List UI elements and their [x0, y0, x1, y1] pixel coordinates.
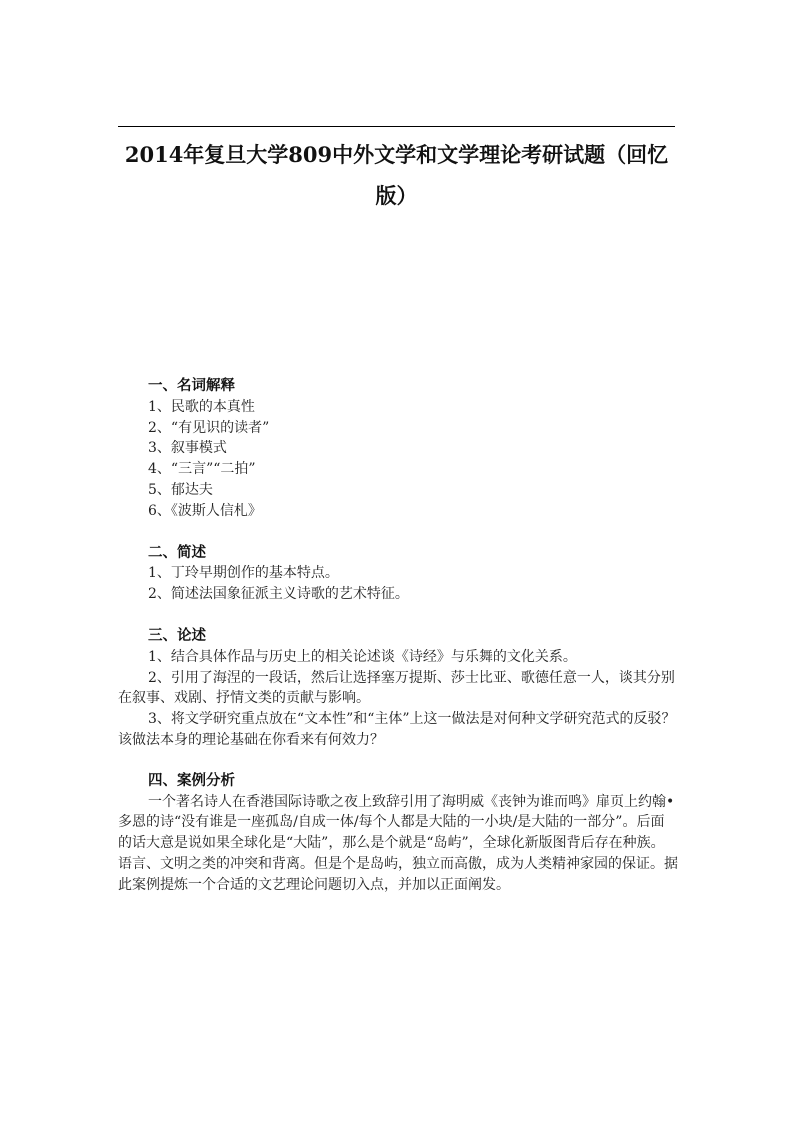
list-item: 1、丁玲早期创作的基本特点。: [148, 565, 339, 582]
header-rule: [118, 126, 675, 127]
spacer: [118, 522, 678, 543]
title-line-1: 2014年复旦大学809中外文学和文学理论考研试题（回忆: [124, 142, 669, 167]
list-item: 2、简述法国象征派主义诗歌的艺术特征。: [148, 586, 409, 603]
list-item: 3、将文学研究重点放在“文本性”和“主体”上这一做法是对何种文学研究范式的反驳？该做法本身的理论基础在你看来有何效力？: [118, 711, 676, 748]
document-body: [118, 376, 678, 896]
list-item: 6、《波斯人信札》: [148, 502, 262, 519]
section-terms: [118, 376, 678, 522]
title-line-2: 版）: [375, 183, 418, 208]
list-item: 2、引用了海涅的一段话，然后让选择塞万提斯、莎士比亚、歌德任意一人，谈其分别在叙事、戏剧、抒情文类的贡献与影响。: [118, 669, 675, 707]
section-heading: 一、名词解释: [148, 378, 235, 394]
section-heading: 四、案例分析: [148, 772, 235, 789]
case-paragraph: 一个著名诗人在香港国际诗歌之夜上致辞引用了海明威《丧钟为谁而鸣》扉页上约翰•多恩的诗“没有谁是一座孤岛/自成一体/每个人都是大陆的一小块/是大陆的一部分”。后面的话大意是说如果全球化是“大陆”，那么是个就是“岛屿”，全球化新版图背后存在种族。语言、文明之类的冲突和背离。但是个是岛屿，独立而高傲，成为人类精神家园的保证。据此案例提炼一个合适的文艺理论问题切入点，并加以正面阐发。: [118, 793, 678, 893]
section-brief: [118, 543, 678, 605]
section-heading: 三、论述: [148, 627, 206, 644]
section-case: [118, 771, 678, 896]
page-title: [118, 136, 675, 215]
list-item: 4、“三言”“二拍”: [148, 461, 256, 478]
list-item: 5、郁达夫: [148, 481, 213, 498]
spacer: [118, 605, 678, 626]
list-item: 1、结合具体作品与历史上的相关论述谈《诗经》与乐舞的文化关系。: [148, 648, 577, 665]
section-essay: [118, 626, 678, 751]
spacer: [118, 751, 678, 771]
section-heading: 二、简述: [148, 544, 206, 561]
list-item: 3、叙事模式: [148, 440, 227, 457]
list-item: 1、民歌的本真性: [148, 398, 255, 415]
list-item: 2、“有见识的读者”: [148, 419, 270, 436]
